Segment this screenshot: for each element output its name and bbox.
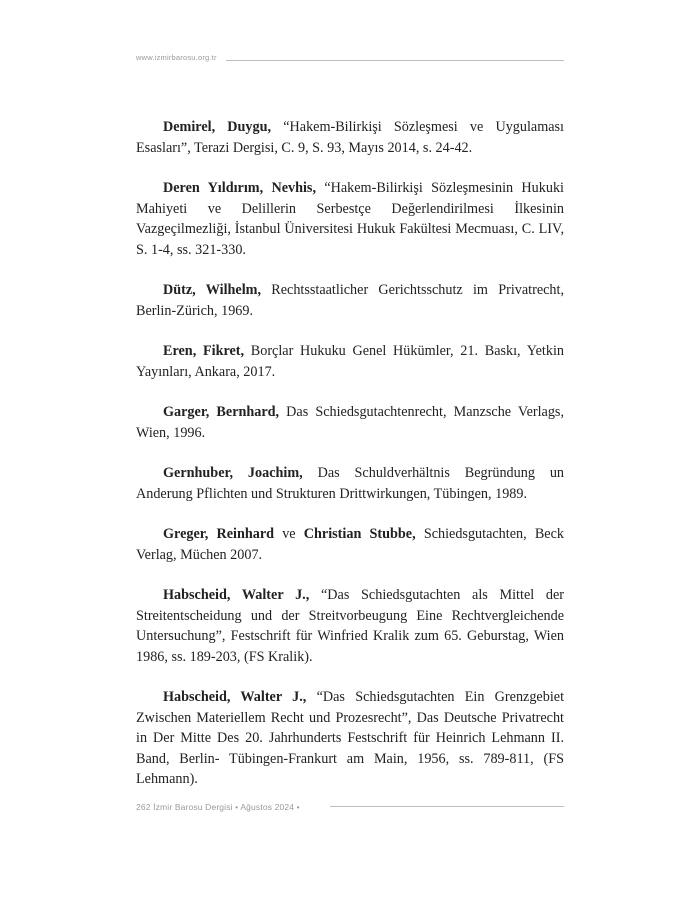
page-header [136,52,564,68]
entry-text: Schiedsgutachten, Beck Verlag, Müchen 2007. [136,526,564,563]
entry-author: Habscheid, Walter J., [163,587,310,603]
entry-author: Gernhuber, Joachim, [163,465,303,481]
entry-author: Habscheid, Walter J., [163,689,307,705]
footer-page-info: 262 İzmir Barosu Dergisi • Ağustos 2024 • [136,802,300,812]
header-url: www.izmirbarosu.org.tr [136,53,217,62]
entry-author: Garger, Bernhard, [163,404,280,420]
bibliography-entry [136,585,564,667]
entry-text: “Das Schiedsgutachten als Mittel der Streitentscheidung und der Streitvorbeugung Eine Rechtvergleichende Untersuchung”, Festschrift für Winfried Kralik zum 65. Geburstag, Wien 1986, ss. 189-203, (FS Kralik). [136,587,565,665]
bibliography-entry [136,463,564,504]
footer-rule [330,806,564,807]
bibliography-entry [136,341,564,382]
entry-author: Dütz, Wilhelm, [163,282,262,298]
header-rule [226,60,564,61]
bibliography-entry [136,178,564,260]
entry-author: Deren Yıldırım, Nevhis, [163,180,316,196]
entry-text: Das Schuldverhältnis Begründung un Anderung Pflichten und Strukturen Drittwirkungen, Tübingen, 1989. [136,465,565,502]
entry-text: Rechtsstaatlicher Gerichtsschutz im Privatrecht, Berlin-Zürich, 1969. [136,282,564,319]
entry-author-2: Christian Stubbe, [303,526,416,542]
entry-text: “Hakem-Bilirkişi Sözleşmesi ve Uygulaması Esasları”, Terazi Dergisi, C. 9, S. 93, Mayıs 2014, s. 24-42. [136,119,565,156]
entry-text: Borçlar Hukuku Genel Hükümler, 21. Baskı, Yetkin Yayınları, Ankara, 2017. [136,343,564,380]
entry-text: Das Schiedsgutachtenrecht, Manzsche Verlags, Wien, 1996. [136,404,564,441]
entry-author: Demirel, Duygu, [163,119,272,135]
entry-conjunction: ve [274,526,304,542]
bibliography-entry [136,280,564,321]
bibliography-entry [136,402,564,443]
bibliography-entry [136,524,564,565]
entry-author: Greger, Reinhard [163,526,275,542]
entry-text: “Das Schiedsgutachten Ein Grenzgebiet Zwischen Materiellem Recht und Prozesrecht”, Das Deutsche Privatrecht in Der Mitte Des 20. Jahrhunderts Festschrift für Heinrich Lehmann II. Band, Berlin- Tübingen-Frankurt am Main, 1956, ss. 789-811, (FS Lehmann). [136,689,565,787]
page-footer [136,800,564,816]
bibliography-list [136,117,564,810]
entry-text: “Hakem-Bilirkişi Sözleşmesinin Hukuki Mahiyeti ve Delillerin Serbestçe Değerlendirilmesi İlkesinin Vazgeçilmezliği, İstanbul Üniversitesi Hukuk Fakültesi Mecmuası, C. LIV, S. 1-4, ss. 321-330. [136,180,564,258]
bibliography-entry [136,687,564,790]
bibliography-entry [136,117,564,158]
entry-author: Eren, Fikret, [163,343,245,359]
